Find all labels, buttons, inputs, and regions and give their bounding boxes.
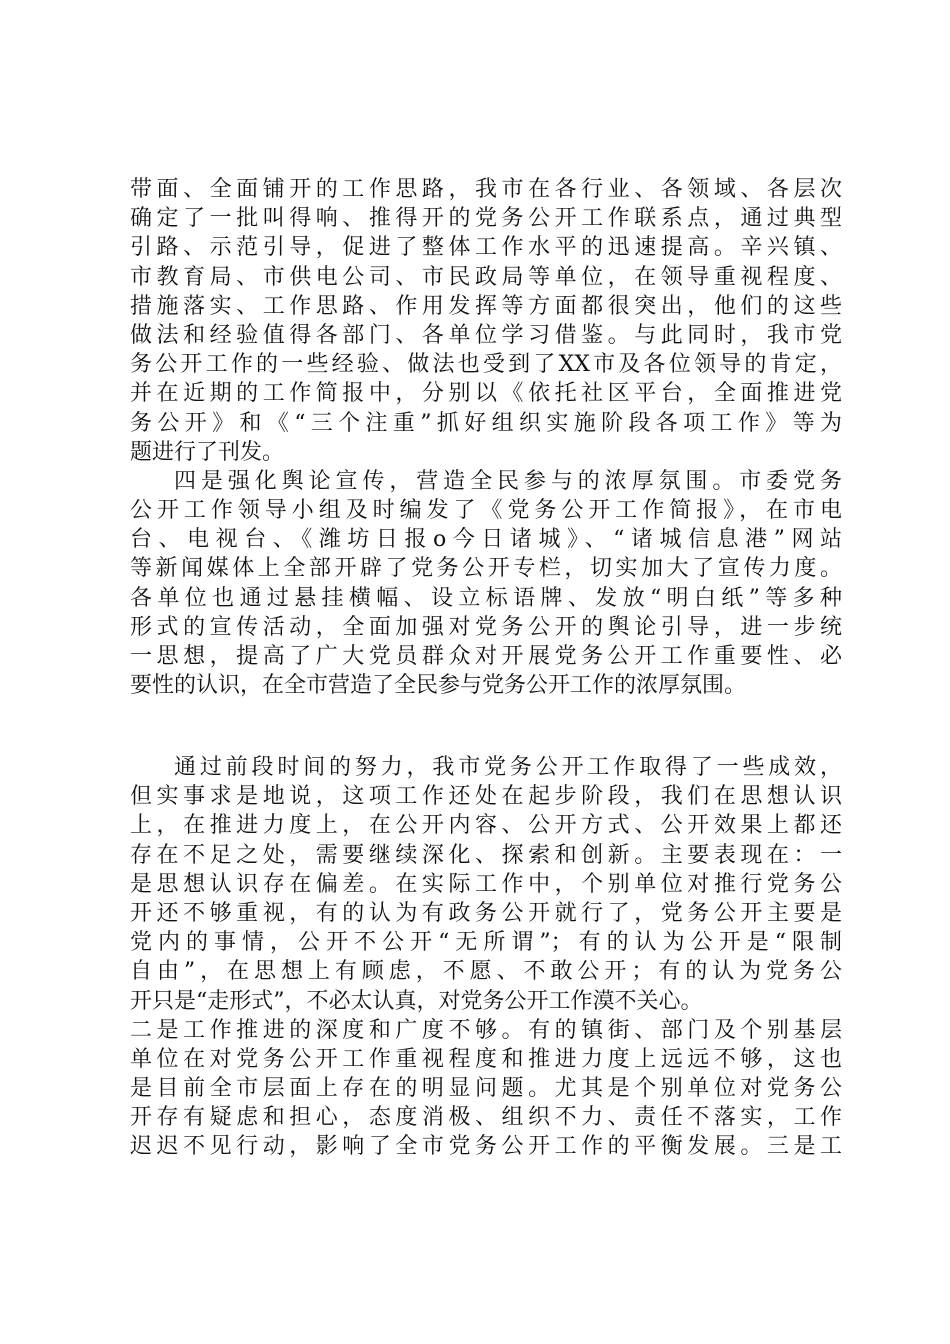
text-line: 单位在对党务公开工作重视程度和推进力度上远远不够，这也 <box>130 1046 842 1072</box>
text-line: 各单位也通过悬挂横幅、设立标语牌、发放“明白纸”等多种 <box>130 585 842 611</box>
text-line: 存在不足之处，需要继续深化、探索和创新。主要表现在：一 <box>130 842 842 868</box>
text-line: 做法和经验值得各部门、各单位学习借鉴。与此同时，我市党 <box>130 322 842 348</box>
text-line: 开只是“走形式”，不必太认真，对党务公开工作漠不关心。 <box>130 988 703 1014</box>
text-line: 是目前全市层面上存在的明显问题。尤其是个别单位对党务公 <box>130 1076 842 1102</box>
paragraph-start-line: 通过前段时间的努力，我市党务公开工作取得了一些成效， <box>174 755 842 780</box>
text-line: 市教育局、市供电公司、市民政局等单位，在领导重视程度、 <box>130 264 842 290</box>
text-line: 要性的认识，在全市营造了全民参与党务公开工作的浓厚氛围。 <box>130 673 747 699</box>
text-line: 开还不够重视，有的认为有政务公开就行了，党务公开主要是 <box>130 900 842 926</box>
text-line: 是思想认识存在偏差。在实际工作中，个别单位对推行党务公 <box>130 871 842 897</box>
text-line: 开存有疑虑和担心，态度消极、组织不力、责任不落实，工作 <box>130 1105 842 1131</box>
text-line: 一思想，提高了广大党员群众对开展党务公开工作重要性、必 <box>130 644 842 669</box>
text-line: 上，在推进力度上，在公开内容、公开方式、公开效果上都还 <box>130 813 842 839</box>
text-line: 台、电视台、《潍坊日报o今日诸城》、“诸城信息港”网站 <box>130 527 842 553</box>
body-text-section-2 <box>130 753 842 1162</box>
text-line: 并在近期的工作简报中，分别以《依托社区平台，全面推进党 <box>130 381 842 407</box>
text-line: 形式的宣传活动，全面加强对党务公开的舆论引导，进一步统 <box>130 614 842 640</box>
text-line: 二是工作推进的深度和广度不够。有的镇街、部门及个别基层 <box>130 1017 842 1043</box>
text-line: 公开工作领导小组及时编发了《党务公开工作简报》，在市电 <box>130 498 842 524</box>
text-line: 自由”，在思想上有顾虑，不愿、不敢公开；有的认为党务公 <box>130 959 842 985</box>
text-line: 务公开》和《“三个注重”抓好组织实施阶段各项工作》等为 <box>130 410 842 436</box>
text-line: 但实事求是地说，这项工作还处在起步阶段，我们在思想认识 <box>130 784 842 810</box>
paragraph-start-line: 四是强化舆论宣传，营造全民参与的浓厚氛围。市委党务 <box>174 468 842 494</box>
text-line: 迟迟不见行动，影响了全市党务公开工作的平衡发展。三是工 <box>130 1134 842 1160</box>
body-text-section-1 <box>130 175 842 700</box>
text-line: 确定了一批叫得响、推得开的党务公开工作联系点，通过典型 <box>130 206 842 232</box>
text-line: 党内的事情，公开不公开“无所谓”；有的认为公开是“限制 <box>130 930 842 956</box>
text-line: 引路、示范引导，促进了整体工作水平的迅速提高。辛兴镇、 <box>130 235 842 261</box>
text-line: 带面、全面铺开的工作思路，我市在各行业、各领域、各层次 <box>130 177 842 202</box>
text-line: 等新闻媒体上全部开辟了党务公开专栏，切实加大了宣传力度。 <box>130 556 842 582</box>
text-line: 措施落实、工作思路、作用发挥等方面都很突出，他们的这些 <box>130 293 842 319</box>
text-line: 题进行了刊发。 <box>130 439 285 465</box>
text-line: 务公开工作的一些经验、做法也受到了XX市及各位领导的肯定， <box>130 352 842 378</box>
